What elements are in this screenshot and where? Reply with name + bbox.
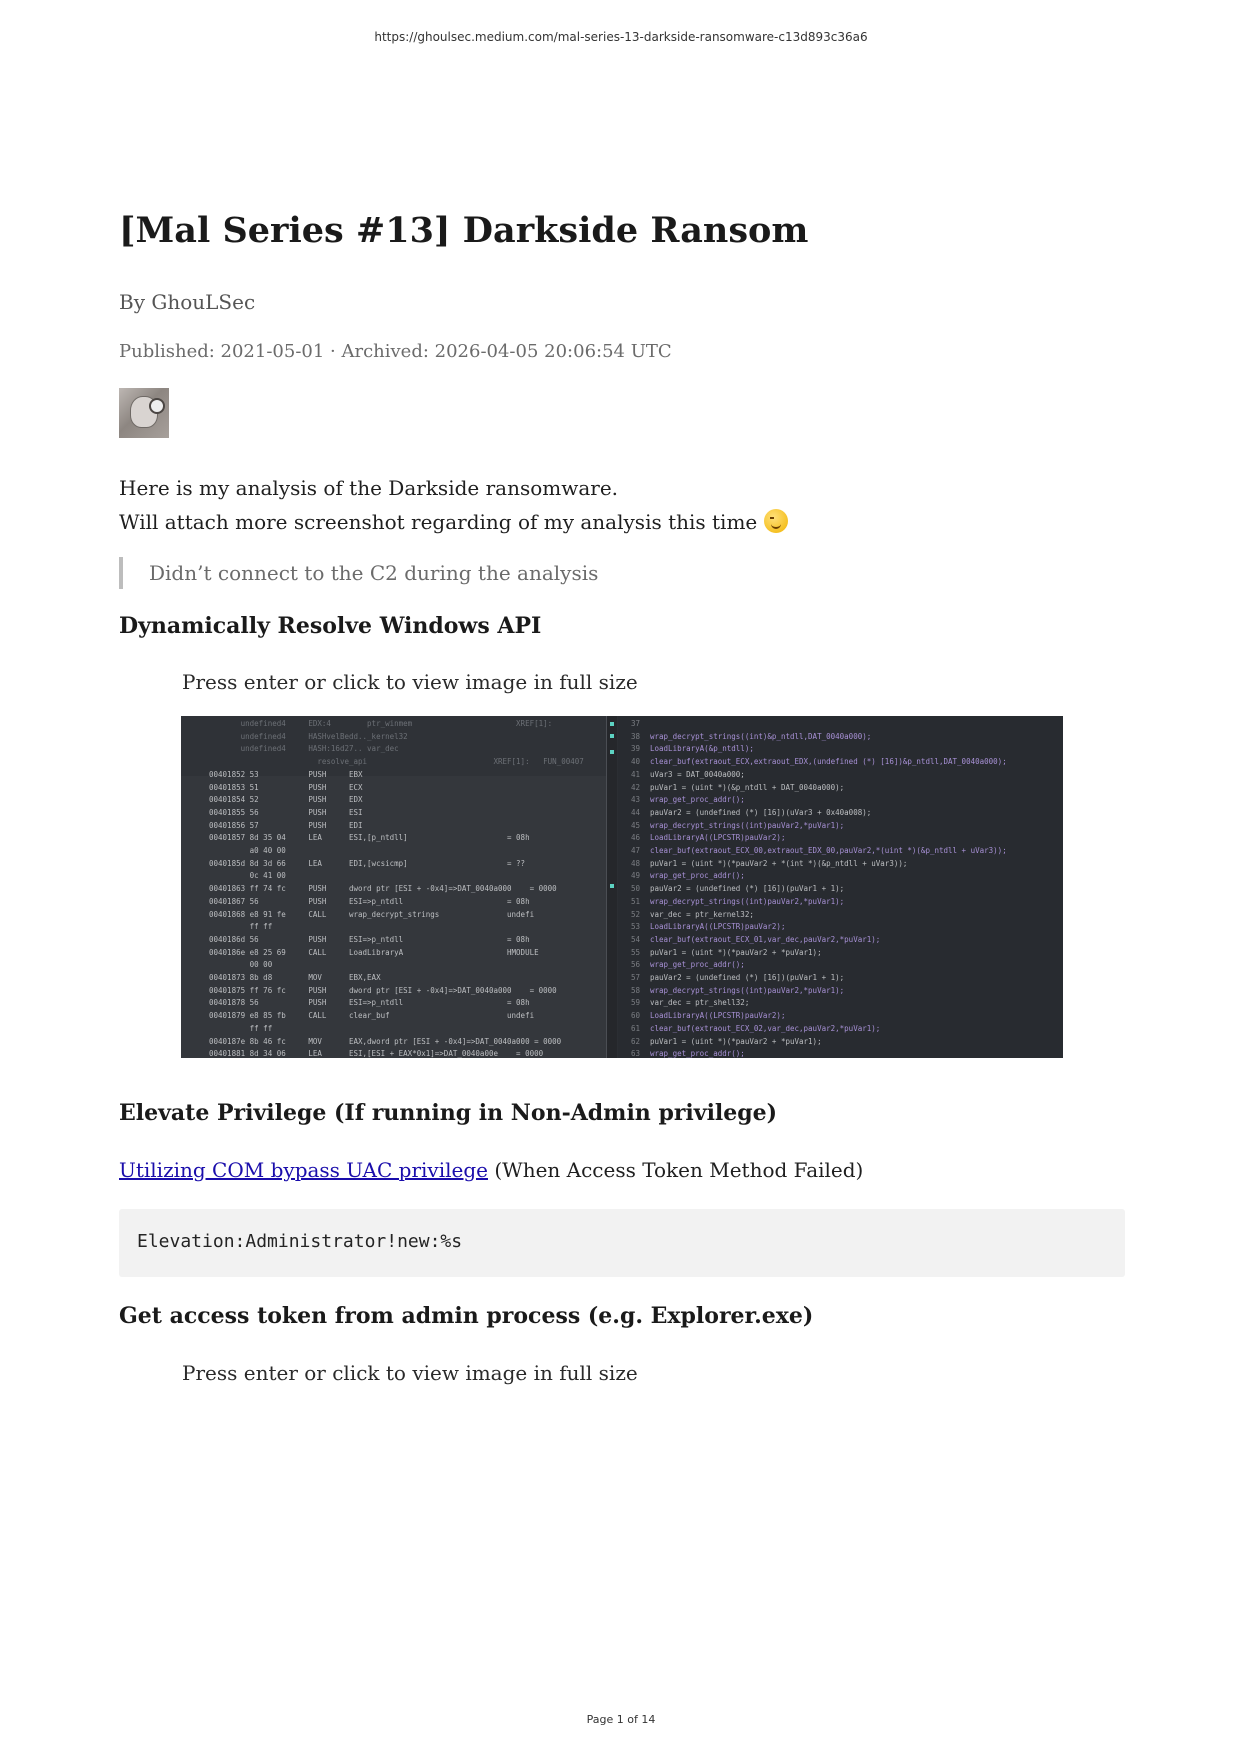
asm-line: 00401852 53 PUSH EBX [209, 769, 363, 779]
article-byline: By GhouLSec [119, 290, 256, 314]
image-caption-2: Press enter or click to view image in full size [182, 1361, 638, 1385]
asm-line: 0040186d 56 PUSH ESI=>p_ntdll = 08h [209, 934, 530, 944]
disassembly-listing-pane [181, 716, 606, 1058]
decomp-line: puVar1 = (uint *)(*pauVar2 + *puVar1); [650, 947, 822, 957]
scroll-marker [610, 750, 614, 754]
line-number: 57 [630, 973, 640, 983]
line-number: 42 [630, 782, 640, 792]
decomp-line: puVar1 = (uint *)(*pauVar2 + *(int *)(&p_ntdll + uVar3)); [650, 858, 908, 868]
decompiler-line-numbers [618, 718, 640, 1058]
line-number: 53 [630, 922, 640, 932]
asm-line: undefined4 HASH:16d27.. var_dec [209, 744, 399, 754]
disassembly-screenshot[interactable] [181, 716, 1063, 1058]
line-number: 50 [630, 884, 640, 894]
author-avatar[interactable] [119, 388, 169, 438]
line-number: 62 [630, 1036, 640, 1046]
asm-line: a0 40 00 [209, 846, 286, 856]
asm-listing [209, 718, 584, 1058]
avatar-monocle [149, 398, 165, 414]
decomp-line: pauVar2 = (undefined (*) [16])(uVar3 + 0x40a008); [650, 807, 872, 817]
asm-line: undefined4 EDX:4 ptr_winmem XREF[1]: [209, 719, 553, 728]
line-number: 52 [630, 909, 640, 919]
asm-line: 00 00 [209, 960, 273, 970]
decomp-line: wrap_get_proc_addr(); [650, 1049, 745, 1058]
asm-line: resolve_api XREF[1]: FUN_00407 [209, 757, 584, 767]
intro-line-2 [119, 505, 1125, 539]
page-url-header: https://ghoulsec.medium.com/mal-series-13-darkside-ransomware-c13d893c36a6 [374, 30, 868, 44]
code-block-text: Elevation:Administrator!new:%s [137, 1231, 463, 1252]
scroll-marker [610, 884, 614, 888]
asm-line: 00401855 56 PUSH ESI [209, 807, 363, 817]
asm-line: 0040185d 8d 3d 66 LEA EDI,[wcsicmp] = ?? [209, 858, 526, 868]
uac-bypass-paragraph [119, 1158, 1125, 1182]
intro-line-1: Here is my analysis of the Darkside ransomware. [119, 476, 619, 500]
decomp-line: wrap_decrypt_strings((int)pauVar2,*puVar1); [650, 896, 845, 906]
decompiler-pane [618, 716, 1063, 1058]
decomp-line: clear_buf(extraout_ECX_02,var_dec,pauVar2,*puVar1); [650, 1023, 881, 1033]
line-number: 63 [630, 1049, 640, 1058]
asm-line: undefined4 HASHvelBedd.._kernel32 [209, 731, 408, 741]
asm-line: 00401873 8b d8 MOV EBX,EAX [209, 973, 381, 983]
line-number: 37 [630, 719, 640, 728]
line-number: 43 [630, 795, 640, 805]
decomp-line: wrap_get_proc_addr(); [650, 871, 745, 881]
decompiler-code [650, 718, 1007, 1058]
section-heading-resolve-api: Dynamically Resolve Windows API [119, 613, 542, 639]
asm-line: 0040187e 8b 46 fc MOV EAX,dword ptr [ESI + -0x4]=>DAT_0040a000 = 0000 [209, 1036, 562, 1046]
scroll-marker [610, 722, 614, 726]
decomp-line: LoadLibraryA(&p_ntdll); [650, 744, 754, 754]
line-number: 54 [630, 934, 640, 944]
line-number: 51 [630, 896, 640, 906]
line-number: 44 [630, 807, 640, 817]
decomp-line: pauVar2 = (undefined (*) [16])(puVar1 + 1); [650, 884, 845, 894]
line-number: 49 [630, 871, 640, 881]
decomp-line: wrap_get_proc_addr(); [650, 960, 745, 970]
line-number: 48 [630, 858, 640, 868]
intro-paragraph [119, 471, 1125, 539]
smirking-face-emoji-icon [764, 509, 788, 533]
decomp-line: clear_buf(extraout_ECX,extraout_EDX,(undefined (*) [16])&p_ntdll,DAT_0040a000); [650, 757, 1007, 767]
intro-line-2-text: Will attach more screenshot regarding of my analysis this time [119, 510, 764, 534]
decomp-line: pauVar2 = (undefined (*) [16])(puVar1 + 1); [650, 973, 845, 983]
decomp-line: wrap_decrypt_strings((int)pauVar2,*puVar1); [650, 985, 845, 995]
decomp-line: wrap_get_proc_addr(); [650, 795, 745, 805]
asm-line: 00401857 8d 35 04 LEA ESI,[p_ntdll] = 08h [209, 833, 530, 843]
line-number: 38 [630, 731, 640, 741]
pane-scrollbar[interactable] [606, 716, 617, 1058]
section-heading-elevate-privilege: Elevate Privilege (If running in Non-Admin privilege) [119, 1100, 778, 1126]
decomp-line: uVar3 = DAT_0040a000; [650, 769, 745, 779]
article-meta: Published: 2021-05-01 · Archived: 2026-04-05 20:06:54 UTC [119, 341, 672, 362]
blockquote: Didn’t connect to the C2 during the analysis [119, 557, 1125, 589]
asm-line: ff ff [209, 922, 273, 932]
decomp-line: puVar1 = (uint *)(*pauVar2 + *puVar1); [650, 1036, 822, 1046]
line-number: 59 [630, 998, 640, 1008]
asm-line: 00401867 56 PUSH ESI=>p_ntdll = 08h [209, 896, 530, 906]
decomp-line: LoadLibraryA((LPCSTR)pauVar2); [650, 833, 786, 843]
image-caption: Press enter or click to view image in full size [182, 670, 638, 694]
asm-line: 00401875 ff 76 fc PUSH dword ptr [ESI + -0x4]=>DAT_0040a000 = 0000 [209, 985, 557, 995]
code-block [119, 1209, 1125, 1277]
asm-line: 00401854 52 PUSH EDX [209, 795, 363, 805]
decomp-line: LoadLibraryA((LPCSTR)pauVar2); [650, 922, 786, 932]
decomp-line: LoadLibraryA((LPCSTR)pauVar2); [650, 1011, 786, 1021]
scroll-marker [610, 734, 614, 738]
decomp-line: var_dec = ptr_kernel32; [650, 909, 754, 919]
line-number: 45 [630, 820, 640, 830]
line-number: 60 [630, 1011, 640, 1021]
asm-line: 00401853 51 PUSH ECX [209, 782, 363, 792]
asm-line: 0040186e e8 25 69 CALL LoadLibraryA HMODULE [209, 947, 539, 957]
asm-line: 0c 41 00 [209, 871, 286, 881]
asm-line: 00401881 8d 34 06 LEA ESI,[ESI + EAX*0x1]=>DAT_0040a00e = 0000 [209, 1049, 544, 1058]
uac-bypass-note: (When Access Token Method Failed) [487, 1158, 864, 1182]
line-number: 46 [630, 833, 640, 843]
decomp-line: clear_buf(extraout_ECX_01,var_dec,pauVar2,*puVar1); [650, 934, 881, 944]
asm-line: 00401863 ff 74 fc PUSH dword ptr [ESI + -0x4]=>DAT_0040a000 = 0000 [209, 884, 557, 894]
decomp-line [650, 718, 1007, 731]
decomp-line: wrap_decrypt_strings((int)pauVar2,*puVar1); [650, 820, 845, 830]
line-number: 56 [630, 960, 640, 970]
asm-line: ff ff [209, 1023, 273, 1033]
asm-line: 00401856 57 PUSH EDI [209, 820, 363, 830]
asm-line: 00401879 e8 85 fb CALL clear_buf undefi [209, 1011, 535, 1021]
com-bypass-uac-link[interactable]: Utilizing COM bypass UAC privilege [119, 1158, 488, 1182]
line-number: 61 [630, 1023, 640, 1033]
article-title: [Mal Series #13] Darkside Ransom [119, 210, 809, 251]
page-number: Page 1 of 14 [586, 1713, 656, 1726]
decomp-line: puVar1 = (uint *)(&p_ntdll + DAT_0040a000); [650, 782, 845, 792]
line-number: 58 [630, 985, 640, 995]
line-number: 55 [630, 947, 640, 957]
asm-line: 00401878 56 PUSH ESI=>p_ntdll = 08h [209, 998, 530, 1008]
article [119, 210, 1125, 1385]
line-number: 40 [630, 757, 640, 767]
line-number: 41 [630, 769, 640, 779]
line-number: 39 [630, 744, 640, 754]
decomp-line: clear_buf(extraout_ECX_00,extraout_EDX_00,pauVar2,*(uint *)(&p_ntdll + uVar3)); [650, 846, 1007, 856]
decomp-line: wrap_decrypt_strings((int)&p_ntdll,DAT_0040a000); [650, 731, 872, 741]
line-number: 47 [630, 846, 640, 856]
decomp-line: var_dec = ptr_shell32; [650, 998, 750, 1008]
section-heading-access-token: Get access token from admin process (e.g. Explorer.exe) [119, 1303, 814, 1329]
asm-line: 00401868 e8 91 fe CALL wrap_decrypt_strings undefi [209, 909, 535, 919]
